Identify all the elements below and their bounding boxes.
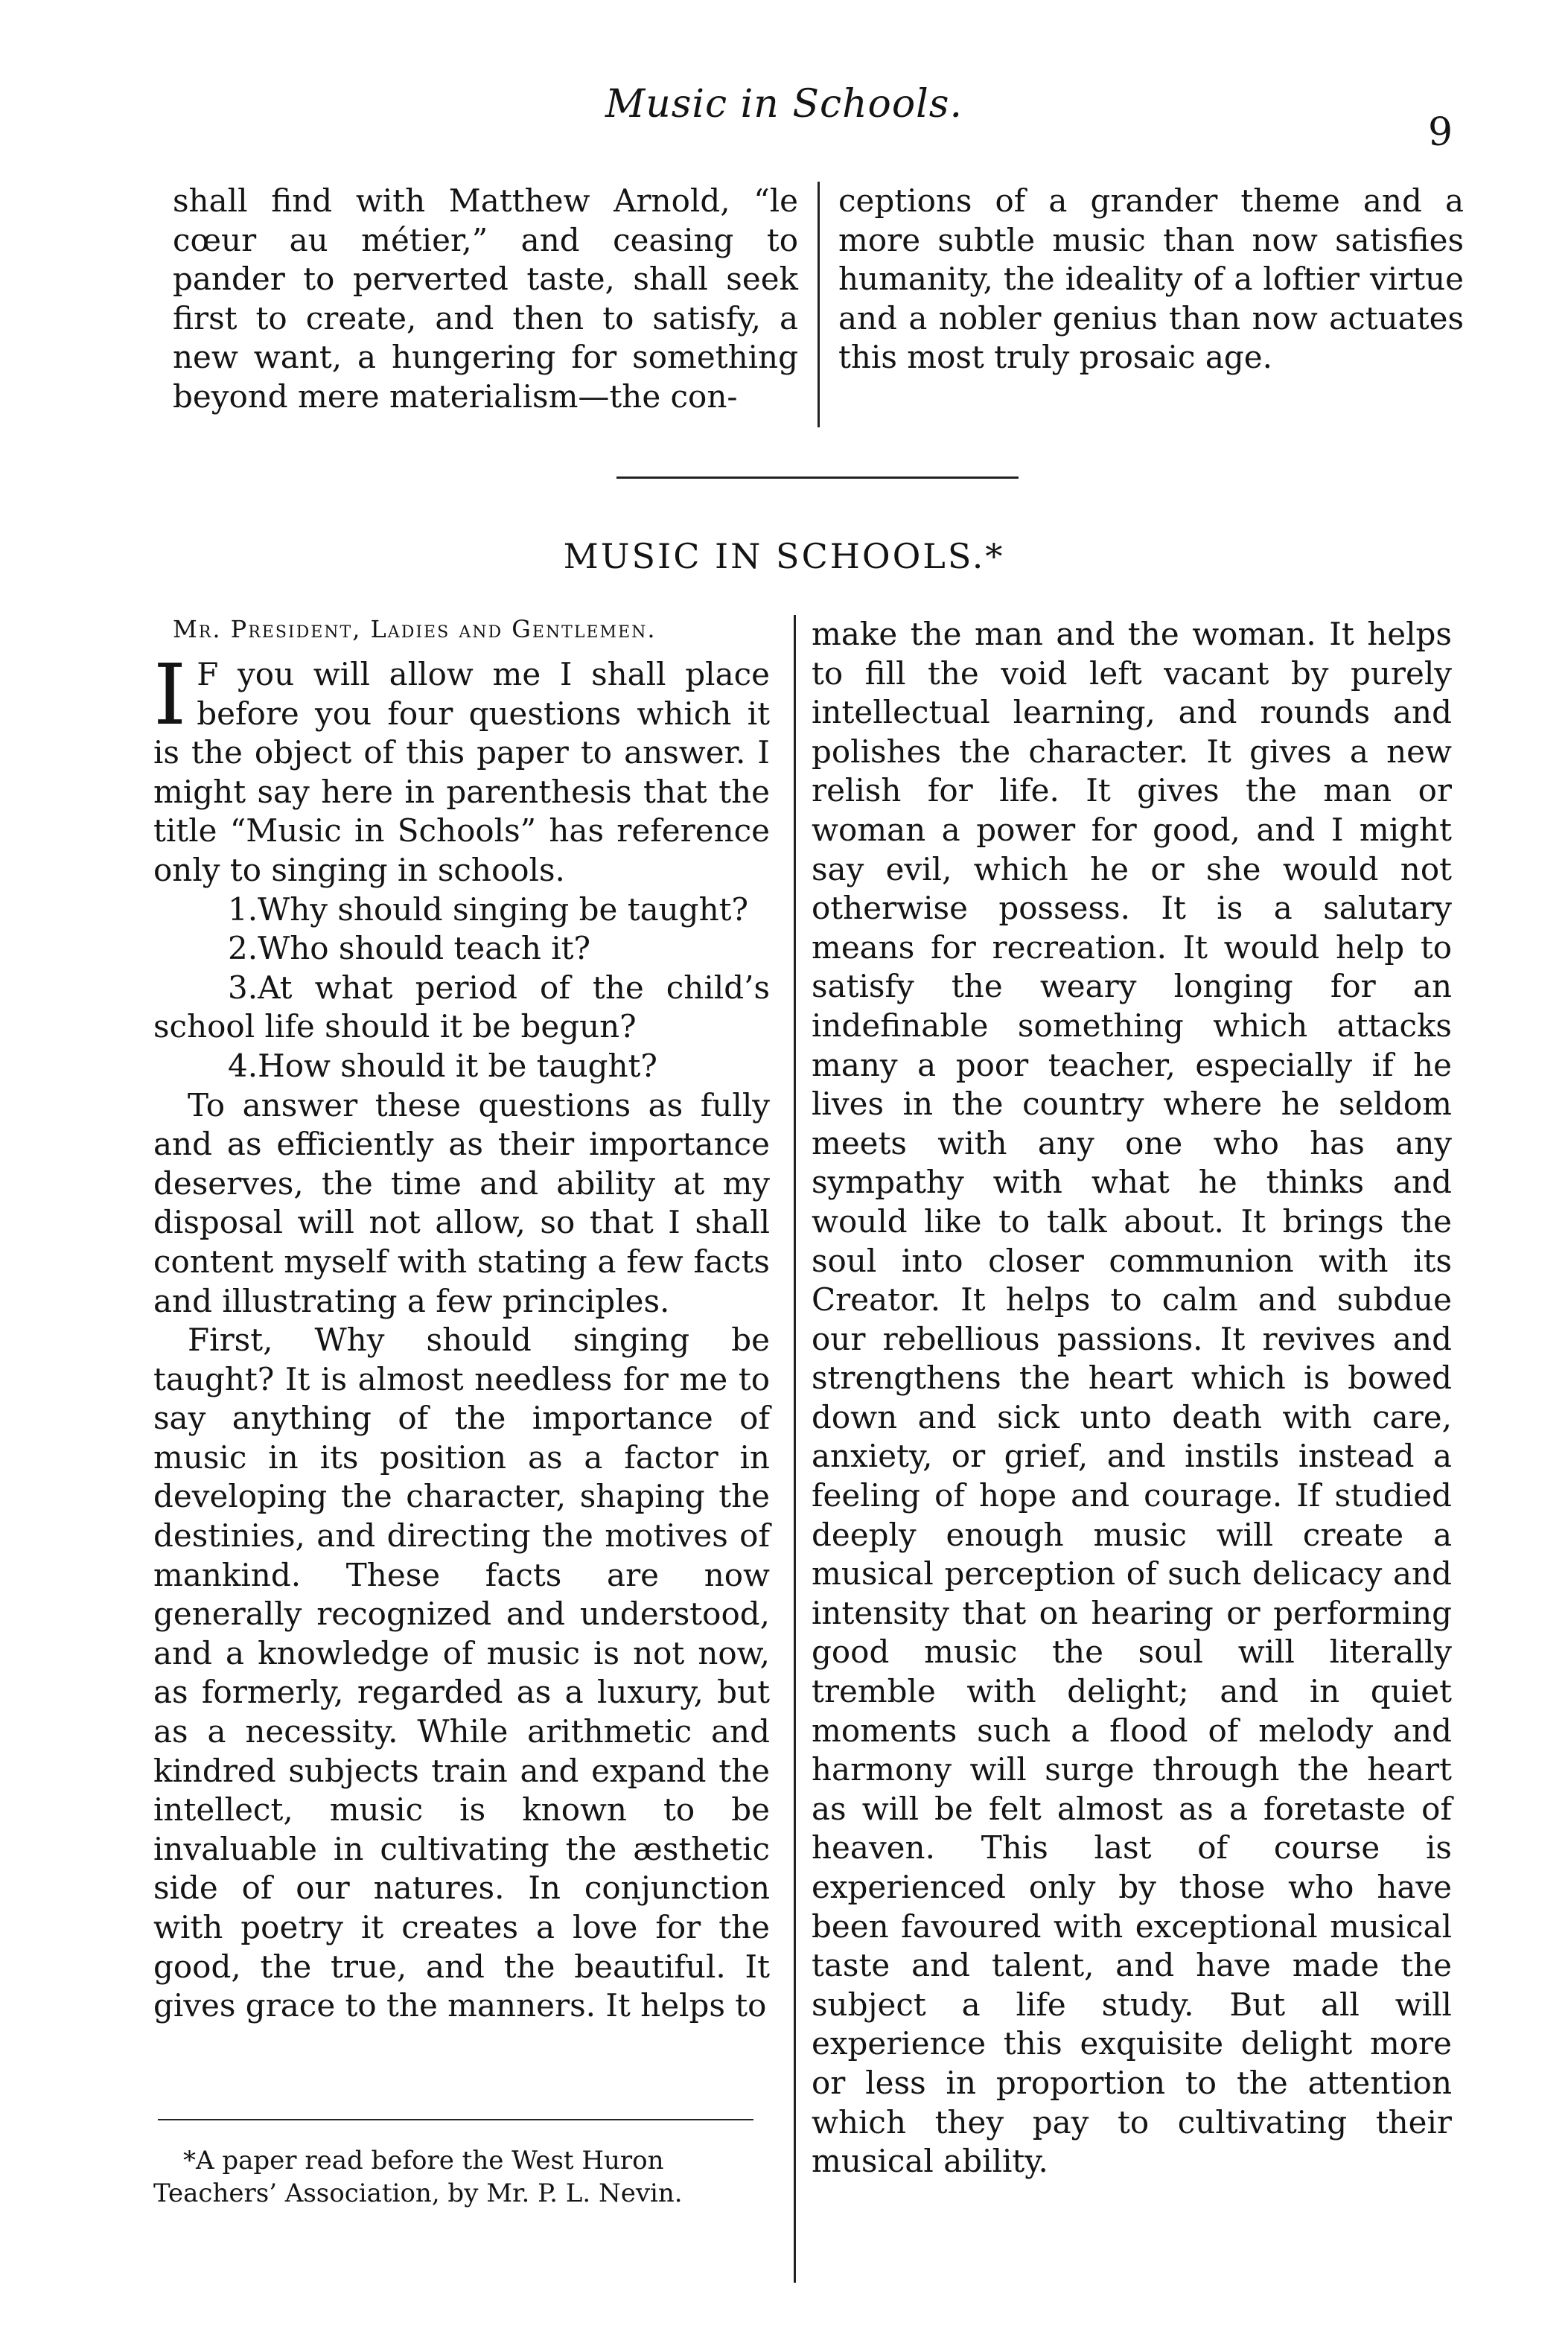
paragraph-answer-scope: To answer these questions as fully and as efficiently as their importance deserves, the time and ability at my disposal will not allow, so that I shall content myself with stating a few facts and illustrating a few principles. xyxy=(153,1086,770,1319)
question-text: How should it be taught? xyxy=(258,1047,657,1084)
footnote-text: *A paper read before the West Huron Teachers’ Association, by Mr. P. L. Nevin. xyxy=(153,2146,683,2208)
intro-text: F you will allow me I shall place before you four questions which it is the object of this paper to answer. I might say here in parenthesis that the title “Music in Schools” has reference only to singing in schools. xyxy=(153,656,770,888)
top-right-column xyxy=(838,182,1464,377)
intro-paragraph xyxy=(153,647,770,890)
section-separator xyxy=(616,476,1019,479)
question-number: 1. xyxy=(228,890,258,928)
salutation-text: Mr. President, Ladies and Gentlemen. xyxy=(173,615,657,643)
question-3 xyxy=(153,969,770,1047)
paragraph-why-singing: First, Why should singing be taught? It is almost needless for me to say anything of the importance of music in its position as a factor in developing the character, shaping the destinies, and directing the motives of mankind. These facts are now generally recognized and understood, and a knowledge of music is not now, as formerly, regarded as a luxury, but as a necessity. While arithmetic and kindred subjects train and expand the intellect, music is known to be invaluable in cultivating the æsthetic side of our natures. In conjunction with poetry it creates a love for the good, the true, and the beautiful. It gives grace to the manners. It helps to xyxy=(153,1322,770,2024)
question-1 xyxy=(153,890,770,930)
running-title: Music in Schools. xyxy=(605,82,963,127)
footnote xyxy=(153,2144,764,2210)
top-left-paragraph: shall find with Matthew Arnold, “le cœur au métier,” and ceasing to pander to perverted taste, shall seek first to create, and then to satisfy, a new want, a hungering for something beyond mere materialism—the con- xyxy=(173,182,798,415)
drop-cap: I xyxy=(153,647,187,744)
footnote-rule xyxy=(158,2119,753,2120)
question-text: At what period of the child’s school life should it be begun? xyxy=(153,969,770,1045)
question-number: 2. xyxy=(228,930,258,967)
top-left-column xyxy=(173,182,798,417)
question-number: 4. xyxy=(228,1047,258,1084)
article-right-column xyxy=(812,615,1452,2181)
question-4 xyxy=(153,1047,770,1086)
article-left-column xyxy=(153,647,770,2026)
column-divider-main xyxy=(794,615,796,2283)
paragraph-benefits: make the man and the woman. It helps to fill the void left vacant by purely intellectual learning, and rounds and polishes the character. It gives a new relish for life. It gives the man or woman a power for good, and I might say evil, which he or she would not otherwise possess. It is a salutary means for recreation. It would help to satisfy the weary longing for an indefinable something which attacks many a poor teacher, especially if he lives in the country where he seldom meets with any one who has any sympathy with what he thinks and would like to talk about. It brings the soul into closer communion with its Creator. It helps to calm and subdue our rebellious passions. It revives and strengthens the heart which is bowed down and sick unto death with care, anxiety, or grief, and instils instead a feeling of hope and courage. If studied deeply enough music will create a musical perception of such delicacy and intensity that on hearing or performing good music the soul will literally tremble with delight; and in quiet moments such a flood of melody and harmony will surge through the heart as will be felt almost as a foretaste of heaven. This last of course is experienced only by those who have been favoured with exceptional musical taste and talent, and have made the subject a life study. But all will experience this exquisite delight more or less in proportion to the attention which they pay to cultivating their musical ability. xyxy=(812,616,1452,2180)
article-title: MUSIC IN SCHOOLS.* xyxy=(563,536,1005,576)
question-2 xyxy=(153,929,770,969)
salutation xyxy=(173,615,798,643)
column-divider-top xyxy=(818,182,820,427)
top-right-paragraph: ceptions of a grander theme and a more subtle music than now satisfies humanity, the ideality of a loftier virtue and a nobler genius than now actuates this most truly prosaic age. xyxy=(838,182,1464,376)
question-text: Why should singing be taught? xyxy=(258,890,749,928)
question-number: 3. xyxy=(228,969,258,1006)
page-number: 9 xyxy=(1428,110,1453,155)
question-text: Who should teach it? xyxy=(258,930,591,967)
